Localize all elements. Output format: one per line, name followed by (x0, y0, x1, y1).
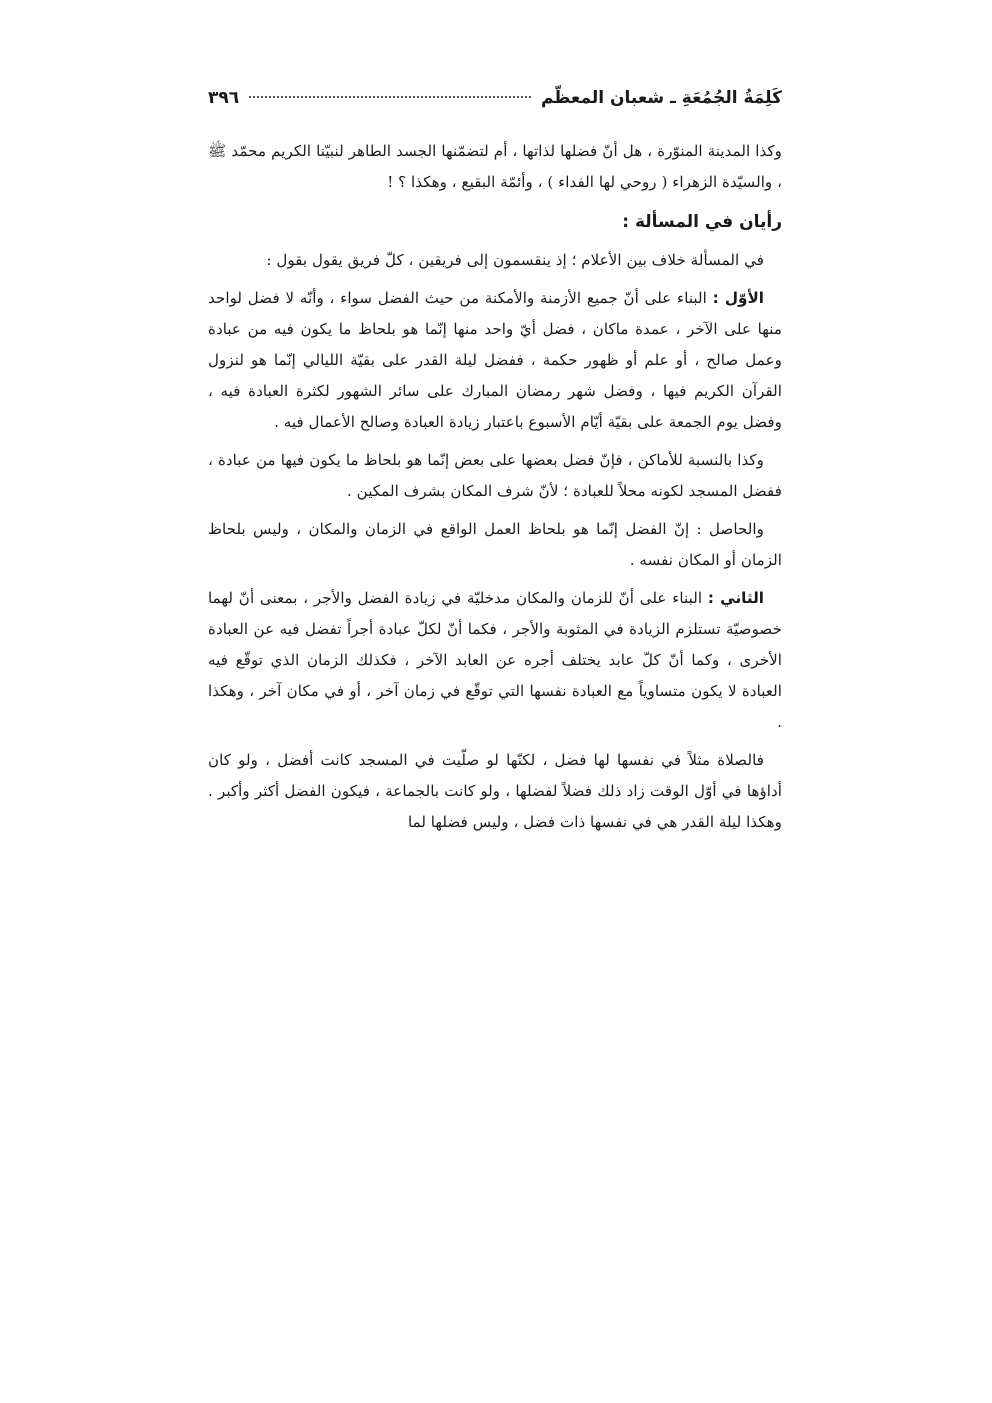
page-header (208, 88, 782, 128)
first-view-text: البناء على أنّ جميع الأزمنة والأمكنة من حيث الفضل سواء ، وأنّه لا فضل لواحد منها على الآخر ، عمدة ماكان ، فضل أيّ واحد منها إنّما هو بلحاظ ما يكون فيه من عبادة وعمل صالح ، أو علم أو ظهور حكمة ، ففضل ليلة القدر على بقيّة الليالي إنّما هو لنزول القرآن الكريم فيها ، وفضل شهر رمضان المبارك على سائر الشهور لكثرة العبادة فيه ، وفضل يوم الجمعة على بقيّة أيّام الأسبوع باعتبار زيادة العبادة وصالح الأعمال فيه . (208, 289, 782, 431)
page-number: ٣٩٦ (208, 88, 240, 108)
section-heading: رأيان في المسألة : (622, 212, 782, 232)
paragraph-conclusion: والحاصل : إنّ الفضل إنّما هو بلحاظ العمل الواقع في الزمان والمكان ، وليس بلحاظ الزمان أو المكان نفسه . (208, 520, 782, 569)
running-title: كَلِمَةُ الجُمُعَةِ ـ شعبان المعظّم (540, 88, 782, 108)
paragraph-first-view (208, 283, 782, 438)
second-view-text: البناء على أنّ للزمان والمكان مدخليّة في زيادة الفضل والأجر ، بمعنى أنّ لهما خصوصيّة تستلزم الزيادة في المثوبة والأجر ، فكما أنّ لكلّ عبادة أجراً تفضل فيه عن العبادة الأخرى ، وكما أنّ كلّ عابد يختلف أجره عن العابد الآخر ، فكذلك الزمان الذي توقّع فيه العبادة لا يكون متساوياً مع العبادة نفسها التي توقّع في زمان آخر ، أو في مكان آخر ، وهكذا . (208, 589, 782, 731)
first-view-label: الأوّل : (712, 289, 764, 307)
dotted-leader (249, 96, 531, 98)
paragraph-prayer-example: فالصلاة مثلاً في نفسها لها فضل ، لكنّها لو صلّيت في المسجد كانت أفضل ، ولو كان أداؤها في أوّل الوقت زاد ذلك فضلاً لفضلها ، ولو كانت بالجماعة ، فيكون الفضل أكثر وأكبر . وهكذا ليلة القدر هي في نفسها ذات فضل ، وليس فضلها لما (208, 751, 782, 831)
second-view-label: الثاني : (707, 589, 764, 607)
paragraph-2: في المسألة خلاف بين الأعلام ؛ إذ ينقسمون إلى فريقين ، كلّ فريق يقول بقول : (266, 251, 764, 269)
document-page (208, 88, 782, 845)
paragraph-places: وكذا بالنسبة للأماكن ، فإنّ فضل بعضها على بعض إنّما هو بلحاظ ما يكون فيها من عبادة ، ففضل المسجد لكونه محلاً للعبادة ؛ لأنّ شرف المكان بشرف المكين . (208, 451, 782, 500)
paragraph-second-view (208, 583, 782, 738)
paragraph-1: وكذا المدينة المنوّرة ، هل أنّ فضلها لذاتها ، أم لتضمّنها الجسد الطاهر لنبيّنا الكريم محمّد ﷺ ، والسيّدة الزهراء ( روحي لها الفداء ) ، وأئمّة البقيع ، وهكذا ؟ ! (208, 142, 782, 191)
